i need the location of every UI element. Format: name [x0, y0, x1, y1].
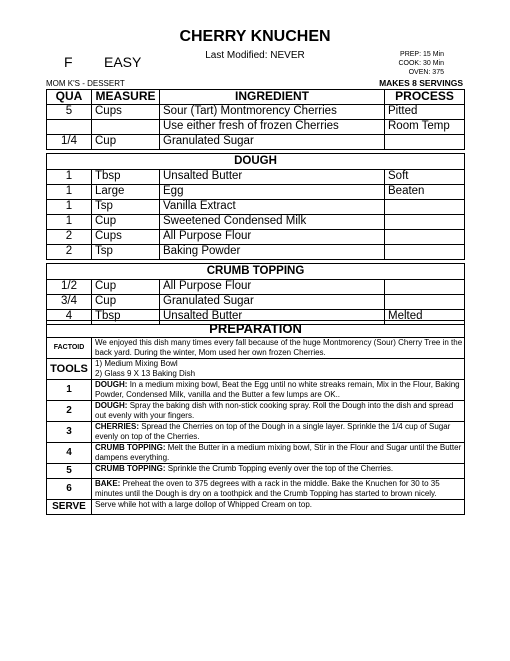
step-body: Preheat the oven to 375 degrees with a rack in the middle. Bake the Knuchen for 30 to 35 minutes until the Dough is dry on a toothpick and the Crumb Topping has started to brown nicely. [95, 479, 440, 498]
ingredient-cell: Granulated Sugar [160, 135, 385, 150]
step-row [47, 464, 465, 479]
step-number: 5 [47, 464, 92, 479]
ingredient-cell: Baking Powder [160, 245, 385, 260]
step-text [92, 380, 465, 401]
process-cell [385, 245, 465, 260]
ingredient-cell: All Purpose Flour [160, 280, 385, 295]
ingredient-cell: Sour (Tart) Montmorency Cherries [160, 105, 385, 120]
process-cell: Melted [385, 310, 465, 325]
qty-cell: 1 [47, 200, 92, 215]
step-text [92, 401, 465, 422]
prep-time: PREP: 15 Min [400, 51, 444, 58]
ingredient-cell: Sweetened Condensed Milk [160, 215, 385, 230]
qty-cell: 1 [47, 185, 92, 200]
process-cell: Pitted [385, 105, 465, 120]
step-row [47, 479, 465, 500]
preparation-header: PREPARATION [47, 321, 465, 338]
qty-cell: 3/4 [47, 295, 92, 310]
ingredient-cell: Vanilla Extract [160, 200, 385, 215]
qty-cell: 1 [47, 215, 92, 230]
step-row [47, 443, 465, 464]
dough-header-row [47, 154, 465, 170]
ingredient-row [47, 245, 465, 260]
ingredient-cell: Egg [160, 185, 385, 200]
ingredient-row [47, 120, 465, 135]
measure-cell: Cups [92, 230, 160, 245]
step-number: 6 [47, 479, 92, 500]
step-body: Melt the Butter in a medium mixing bowl, Stir in the Flour and Sugar until the Butter dampens everything. [95, 443, 462, 462]
ingredients-table [46, 89, 465, 325]
process-cell [385, 295, 465, 310]
qty-cell: 1/2 [47, 280, 92, 295]
steps-body [47, 380, 465, 500]
step-row [47, 380, 465, 401]
measure-cell: Tsp [92, 200, 160, 215]
process-cell: Soft [385, 170, 465, 185]
category: MOM K'S - DESSERT [46, 79, 125, 88]
measure-cell: Cup [92, 295, 160, 310]
measure-cell: Cup [92, 215, 160, 230]
process-cell [385, 215, 465, 230]
process-cell [385, 200, 465, 215]
process-cell: Room Temp [385, 120, 465, 135]
step-row [47, 401, 465, 422]
ingredient-row [47, 200, 465, 215]
step-label: DOUGH: [95, 401, 128, 410]
serve-text: Serve while hot with a large dollop of Whipped Cream on top. [92, 500, 465, 515]
crumb-topping-header-row [47, 264, 465, 280]
ingredient-row [47, 170, 465, 185]
grade: F [64, 54, 73, 70]
step-number: 2 [47, 401, 92, 422]
ingredient-row [47, 185, 465, 200]
ingredient-row [47, 105, 465, 120]
qty-cell [47, 120, 92, 135]
col-qty: QUA [47, 90, 92, 105]
qty-cell: 2 [47, 245, 92, 260]
measure-cell: Cup [92, 135, 160, 150]
process-cell: Beaten [385, 185, 465, 200]
step-body: Spray the baking dish with non-stick cooking spray. Roll the Dough into the dish and spread out evenly with your fingers. [95, 401, 454, 420]
oven-temp: OVEN: 375 [408, 69, 444, 76]
preparation-table [46, 320, 465, 515]
measure-cell [92, 120, 160, 135]
col-process: PROCESS [385, 90, 465, 105]
ingredient-row [47, 230, 465, 245]
ingredients-body [47, 105, 465, 325]
step-label: CRUMB TOPPING: [95, 464, 166, 473]
step-label: CHERRIES: [95, 422, 140, 431]
step-label: DOUGH: [95, 380, 128, 389]
ingredient-cell: Granulated Sugar [160, 295, 385, 310]
qty-cell: 5 [47, 105, 92, 120]
step-body: In a medium mixing bowl, Beat the Egg until no white streaks remain, Mix in the Flour, Baking Powder, Condensed Milk, vanilla and the Butter a few lumps are OK.. [95, 380, 460, 399]
time-info [398, 50, 444, 77]
serve-label: SERVE [47, 500, 92, 515]
qty-cell: 1/4 [47, 135, 92, 150]
col-measure: MEASURE [92, 90, 160, 105]
step-label: BAKE: [95, 479, 121, 488]
measure-cell: Cups [92, 105, 160, 120]
measure-cell: Large [92, 185, 160, 200]
difficulty: EASY [104, 54, 142, 70]
step-body: Sprinkle the Crumb Topping evenly over the top of the Cherries. [167, 464, 394, 473]
crumb-topping-header: CRUMB TOPPING [47, 264, 465, 280]
cook-time: COOK: 30 Min [398, 60, 444, 67]
step-number: 1 [47, 380, 92, 401]
ingredient-row [47, 280, 465, 295]
last-modified: Last Modified: NEVER [205, 50, 305, 61]
ingredient-cell: All Purpose Flour [160, 230, 385, 245]
step-text [92, 479, 465, 500]
step-text [92, 443, 465, 464]
measure-cell: Cup [92, 280, 160, 295]
step-text [92, 422, 465, 443]
ingredient-row [47, 215, 465, 230]
qty-cell: 2 [47, 230, 92, 245]
recipe-title: CHERRY KNUCHEN [179, 28, 331, 45]
process-cell [385, 280, 465, 295]
step-row [47, 422, 465, 443]
process-cell [385, 135, 465, 150]
ingredient-cell: Unsalted Butter [160, 310, 385, 325]
process-cell [385, 230, 465, 245]
factoid-text: We enjoyed this dish many times every fall because of the huge Montmorency (Sour) Cherry Tree in the back yard. During the winter, Mom used her own frozen Cherries. [92, 338, 465, 359]
ingredient-row [47, 295, 465, 310]
measure-cell: Tbsp [92, 310, 160, 325]
step-text [92, 464, 465, 479]
ingredient-cell: Unsalted Butter [160, 170, 385, 185]
header-row [47, 90, 465, 105]
qty-cell: 1 [47, 170, 92, 185]
step-number: 3 [47, 422, 92, 443]
servings: MAKES 8 SERVINGS [379, 78, 463, 88]
step-label: CRUMB TOPPING: [95, 443, 166, 452]
measure-cell: Tsp [92, 245, 160, 260]
tool-item: 1) Medium Mixing Bowl [95, 359, 178, 368]
factoid-label: FACTOID [47, 338, 92, 359]
qty-cell: 4 [47, 310, 92, 325]
tools-list [92, 359, 465, 380]
step-number: 4 [47, 443, 92, 464]
dough-header: DOUGH [47, 154, 465, 170]
tools-label: TOOLS [47, 359, 92, 380]
step-body: Spread the Cherries on top of the Dough in a single layer. Sprinkle the 1/4 cup of Sugar evenly on top of the Cherries. [95, 422, 451, 441]
tool-item: 2) Glass 9 X 13 Baking Dish [95, 369, 196, 378]
ingredient-cell: Use either fresh of frozen Cherries [160, 120, 385, 135]
ingredient-row [47, 135, 465, 150]
measure-cell: Tbsp [92, 170, 160, 185]
col-ingredient: INGREDIENT [160, 90, 385, 105]
